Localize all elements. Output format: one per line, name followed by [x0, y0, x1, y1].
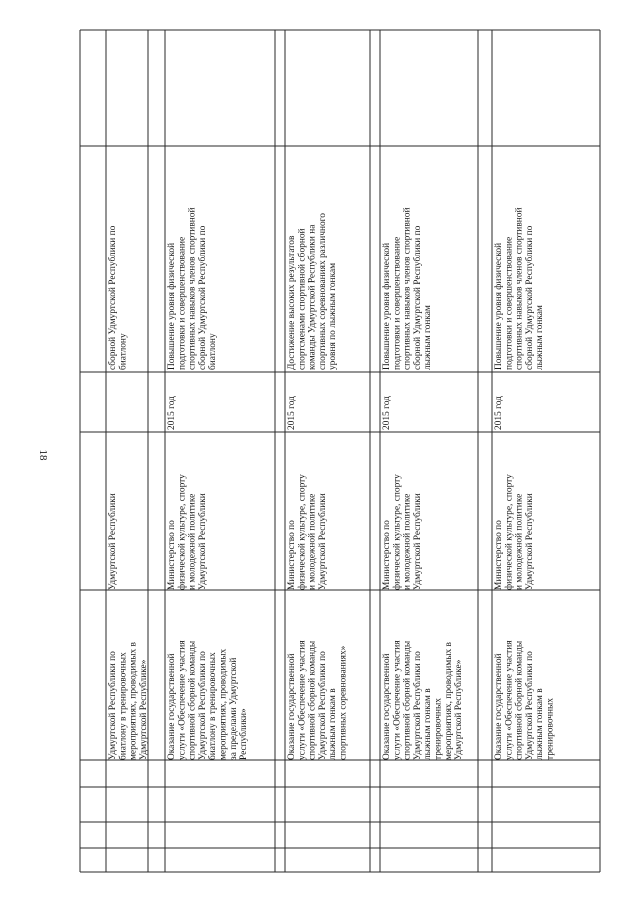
term-cell	[287, 396, 297, 430]
cell-line: Республики»	[239, 708, 250, 760]
event-cell	[286, 640, 349, 760]
cell-line: лыжным гонкам в	[535, 688, 546, 760]
cell-line: физической культуре, спорту	[297, 474, 308, 590]
cell-line: Повышение уровня физической	[167, 242, 177, 370]
cell-line: биатлону в тренировочных	[208, 652, 219, 760]
cell-line: Удмуртской Республики	[197, 493, 208, 590]
cell-line: лыжным гонкам в	[423, 688, 434, 760]
cell-line: подготовки и совершенствование	[177, 236, 188, 370]
cell-line: Удмуртской Республике»	[138, 659, 149, 760]
cell-line: и молодежной политике	[307, 493, 318, 590]
cell-line: сборной Удмуртской Республики по	[197, 225, 208, 370]
cell-line: биатлону	[208, 333, 219, 370]
cell-line: спортивных соревнованиях»	[338, 645, 349, 760]
cell-line: мероприятиях, проводимых в	[128, 642, 139, 760]
cell-line: Оказание государственной	[494, 653, 504, 760]
cell-line: и молодежной политике	[187, 493, 198, 590]
cell-line: Удмуртской Республики по	[317, 651, 328, 760]
cell-line: тренировочных	[433, 698, 444, 760]
event-cell	[381, 640, 464, 760]
cell-line: услуги «Обеспечение участия	[177, 640, 188, 760]
cell-line: команды Удмуртской Республики на	[307, 224, 318, 370]
cell-line: Удмуртской Республики по	[524, 651, 535, 760]
cell-line: 2015 год	[382, 396, 392, 430]
cell-line: биатлону в тренировочных	[118, 652, 129, 760]
cell-line: биатлону	[118, 333, 129, 370]
cell-line: физической культуре, спорту	[177, 474, 188, 590]
cell-line: спортивной сборной команды	[514, 640, 525, 760]
cell-line: подготовки и совершенствование	[504, 236, 515, 370]
cell-line: уровня по лыжным гонкам	[328, 262, 339, 370]
cell-line: физической культуре, спорту	[392, 474, 403, 590]
page-number: 18	[37, 449, 49, 461]
cell-line: Оказание государственной	[167, 653, 177, 760]
cell-line: Повышение уровня физической	[494, 242, 504, 370]
cell-line: спортивных соревнованиях различного	[317, 213, 328, 370]
cell-line: лыжным гонкам в	[328, 688, 339, 760]
cell-line: спортивной сборной команды	[187, 640, 198, 760]
cell-line: сборной Удмуртской Республики по	[524, 225, 535, 370]
cell-line: Министерство по	[167, 520, 177, 590]
cell-line: спортивной сборной команды	[402, 640, 413, 760]
cell-line: Удмуртской Республики	[108, 493, 118, 590]
cell-line: сборной Удмуртской Республики по	[108, 225, 118, 370]
cell-line: лыжным гонкам	[535, 305, 546, 370]
executor-cell	[107, 493, 118, 590]
cell-line: спортивной сборной команды	[307, 640, 318, 760]
cell-line: спортивных навыков членов спортивной	[514, 207, 525, 370]
cell-line: Удмуртской Республики по	[197, 651, 208, 760]
cell-line: Удмуртской Республики	[317, 493, 328, 590]
term-cell	[167, 396, 177, 430]
cell-line: услуги «Обеспечение участия	[392, 640, 403, 760]
cell-line: спортсменами спортивной сборной	[297, 228, 308, 370]
cell-line: спортивных навыков членов спортивной	[402, 207, 413, 370]
cell-line: Удмуртской Республики по	[412, 651, 423, 760]
cell-line: Удмуртской Республики	[524, 493, 535, 590]
cell-line: Достижение высоких результатов	[287, 235, 297, 370]
event-cell	[166, 640, 249, 760]
cell-line: и молодежной политике	[402, 493, 413, 590]
cell-line: Оказание государственной	[382, 653, 392, 760]
cell-line: физической культуре, спорту	[504, 474, 515, 590]
cell-line: и молодежной политике	[514, 493, 525, 590]
cell-line: 2015 год	[494, 396, 504, 430]
cell-line: услуги «Обеспечение участия	[504, 640, 515, 760]
cell-line: 2015 год	[287, 396, 297, 430]
cell-line: Оказание государственной	[287, 653, 297, 760]
cell-line: Повышение уровня физической	[382, 242, 392, 370]
term-cell	[382, 396, 392, 430]
cell-line: лыжным гонкам	[423, 305, 434, 370]
cell-line: Министерство по	[287, 520, 297, 590]
cell-line: Удмуртской Республики	[412, 493, 423, 590]
cell-line: тренировочных	[545, 698, 556, 760]
term-cell	[494, 396, 504, 430]
cell-line: подготовки и совершенствование	[392, 236, 403, 370]
cell-line: 2015 год	[167, 396, 177, 430]
cell-line: за пределами Удмуртской	[228, 657, 239, 760]
cell-line: Министерство по	[382, 520, 392, 590]
cell-line: мероприятиях, проводимых	[218, 648, 229, 760]
cell-line: Министерство по	[494, 520, 504, 590]
cell-line: Удмуртской Республики по	[108, 651, 118, 760]
cell-line: Удмуртской Республике»	[454, 659, 465, 760]
cell-line: мероприятиях, проводимых в	[443, 642, 454, 760]
cell-line: услуги «Обеспечение участия	[297, 640, 308, 760]
cell-line: сборной Удмуртской Республики по	[412, 225, 423, 370]
cell-line: спортивных навыков членов спортивной	[187, 207, 198, 370]
